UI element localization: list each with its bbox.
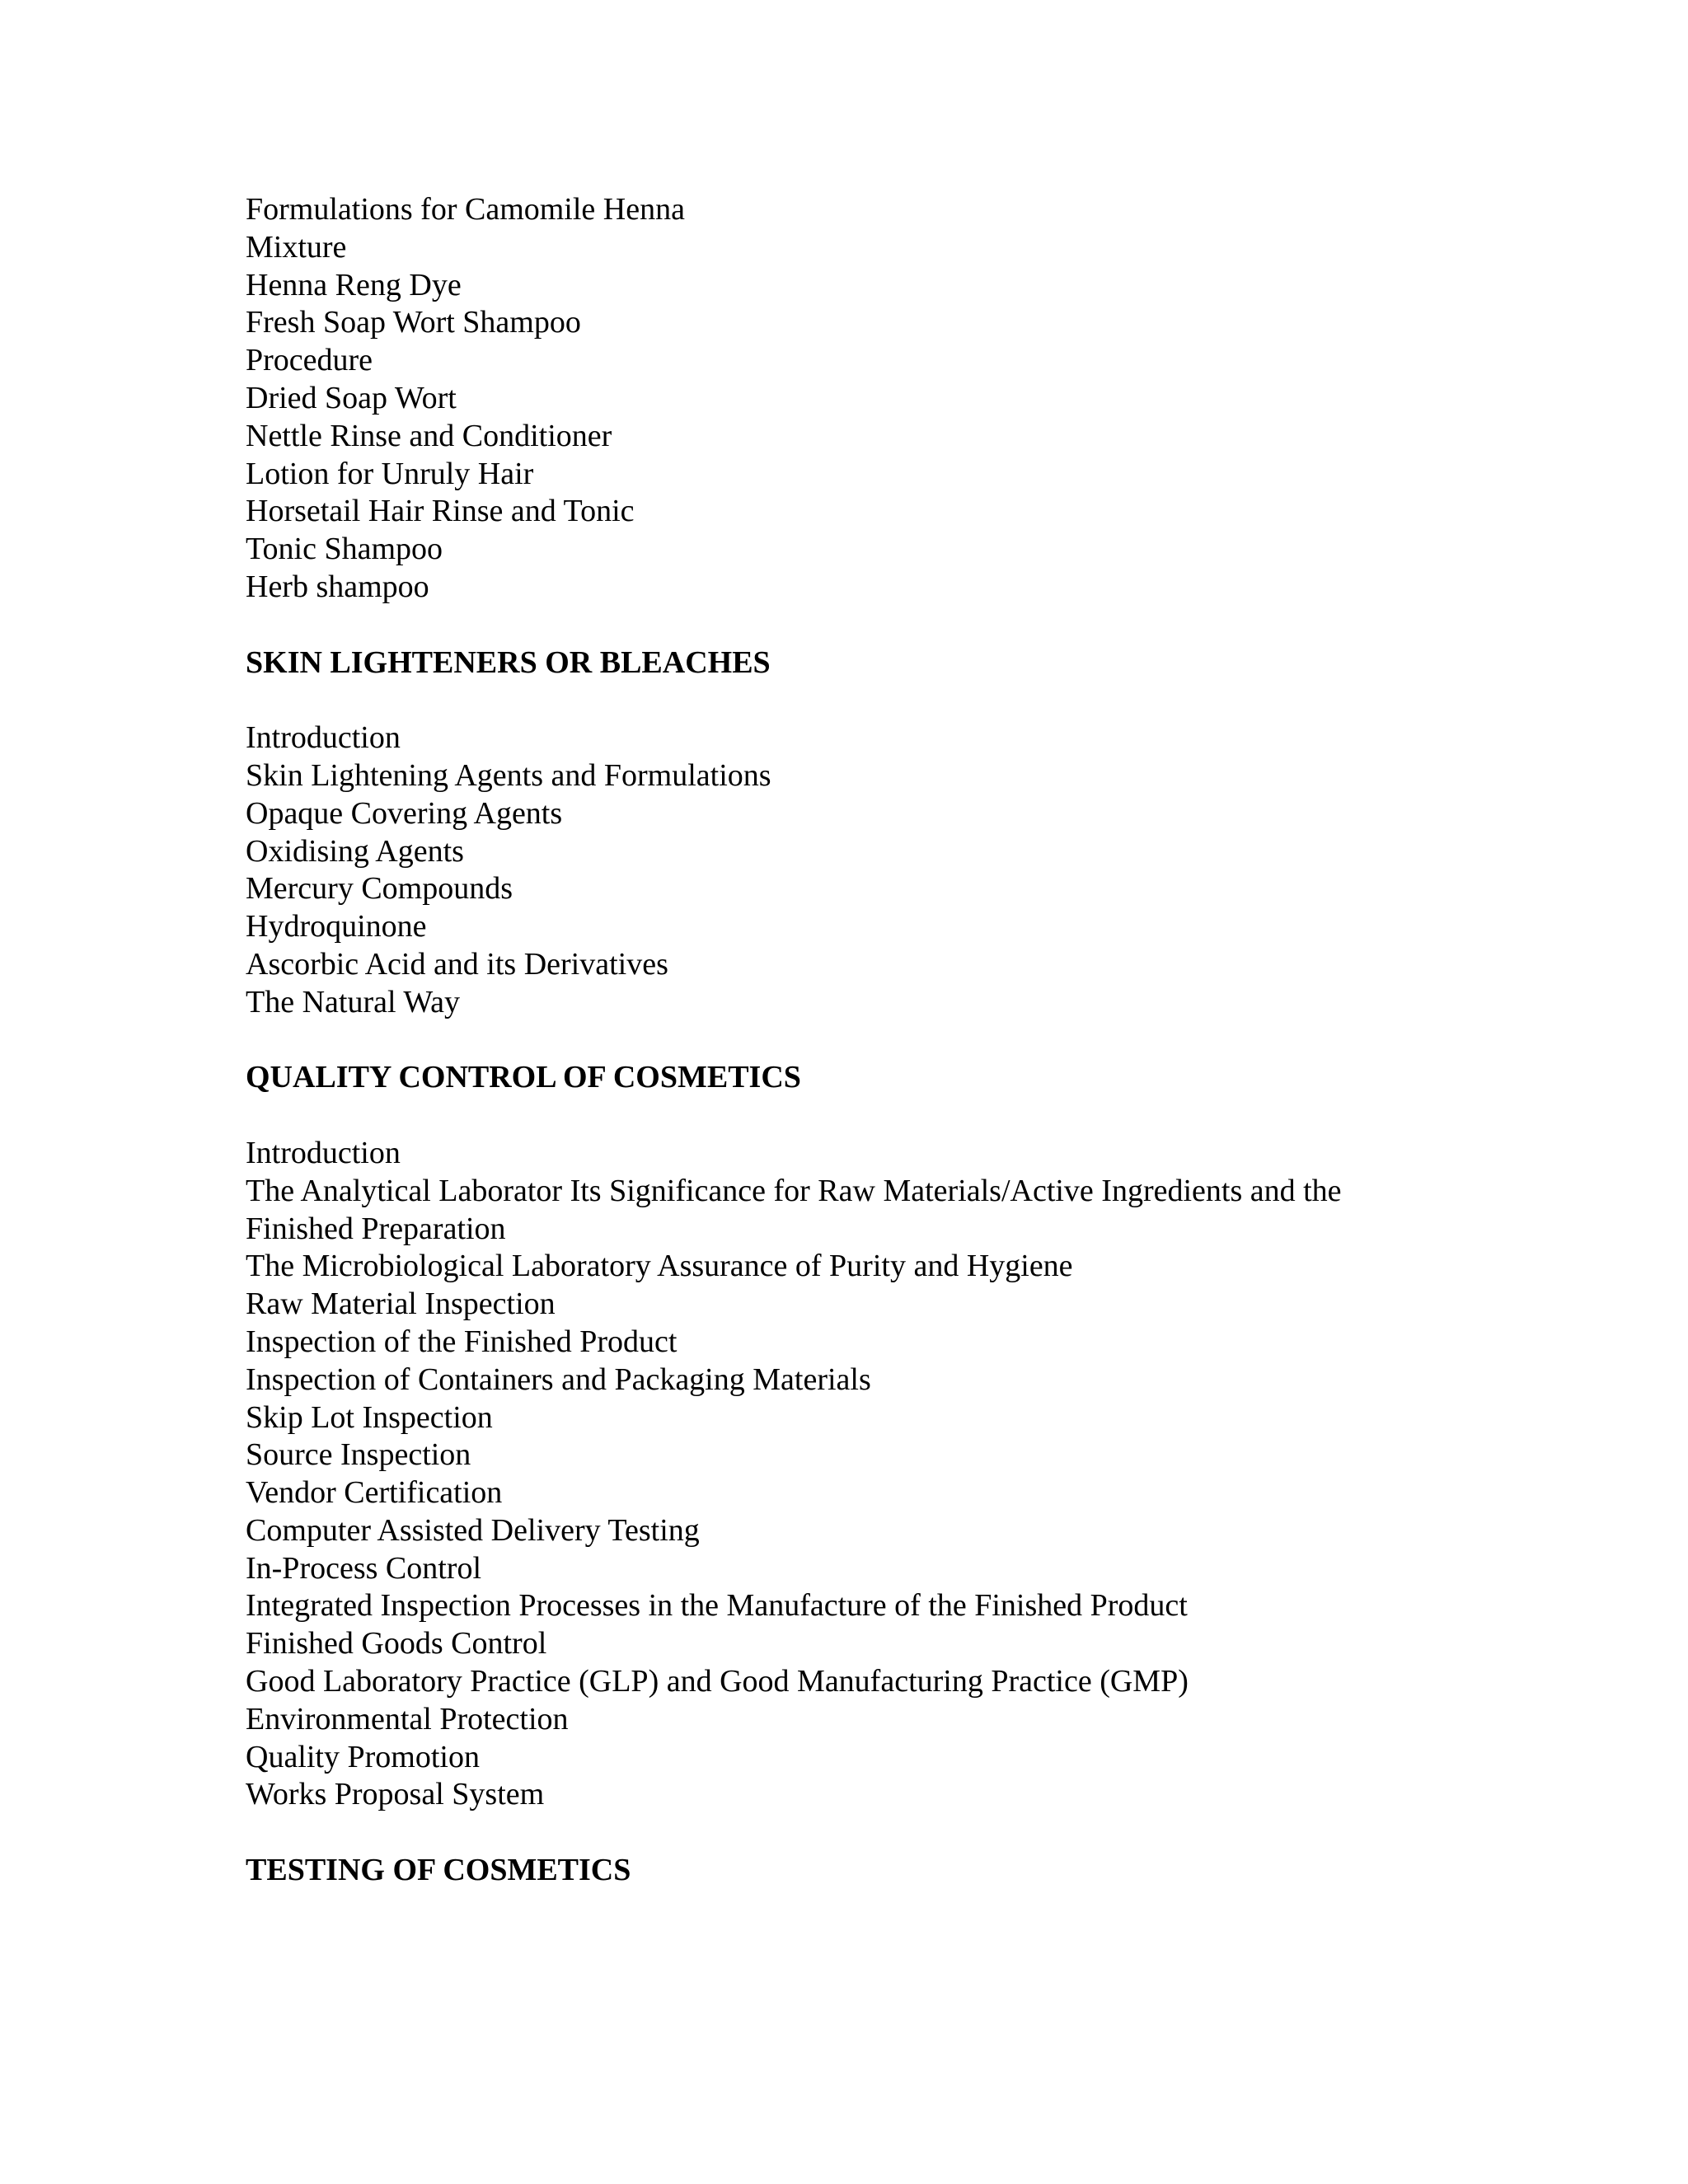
list-item: Opaque Covering Agents: [246, 795, 563, 831]
list-item: Oxidising Agents: [246, 833, 464, 869]
quality-control-list: [246, 1135, 1482, 1814]
list-item: Quality Promotion: [246, 1739, 480, 1774]
intro-list: [246, 191, 1482, 607]
list-item: Dried Soap Wort: [246, 380, 457, 415]
list-item: Introduction: [246, 720, 401, 756]
list-item: The Natural Way: [246, 984, 461, 1019]
list-item: Works Proposal System: [246, 1777, 545, 1812]
list-item: Finished Goods Control: [246, 1626, 547, 1661]
section-heading-skin-lighteners: SKIN LIGHTENERS OR BLEACHES: [246, 644, 771, 680]
list-item: Source Inspection: [246, 1437, 471, 1473]
list-item: Tonic Shampoo: [246, 532, 443, 567]
list-item: Hydroquinone: [246, 909, 427, 944]
list-item: Introduction: [246, 1135, 401, 1170]
skin-lighteners-list: [246, 719, 1482, 1021]
list-item: Henna Reng Dye: [246, 267, 462, 302]
list-item: The Analytical Laborator Its Significance for Raw Materials/Active Ingredients and the: [246, 1173, 1342, 1208]
list-item: Vendor Certification: [246, 1475, 503, 1511]
list-item: Integrated Inspection Processes in the Manufacture of the Finished Product: [246, 1588, 1188, 1624]
list-item: Herb shampoo: [246, 569, 429, 604]
list-item: Skin Lightening Agents and Formulations: [246, 757, 771, 793]
list-item: The Microbiological Laboratory Assurance of Purity and Hygiene: [246, 1249, 1073, 1284]
list-item: Fresh Soap Wort Shampoo: [246, 305, 581, 340]
list-item: Procedure: [246, 343, 373, 378]
document-page: [246, 191, 1482, 1890]
list-item: Computer Assisted Delivery Testing: [246, 1512, 700, 1548]
list-item: Horsetail Hair Rinse and Tonic: [246, 494, 635, 529]
list-item: In-Process Control: [246, 1550, 482, 1586]
section-heading-testing-of-cosmetics: TESTING OF COSMETICS: [246, 1853, 631, 1888]
section-heading-quality-control: QUALITY CONTROL OF COSMETICS: [246, 1060, 801, 1095]
list-item: Inspection of Containers and Packaging Materials: [246, 1361, 871, 1397]
list-item: Finished Preparation: [246, 1211, 506, 1246]
list-item: Lotion for Unruly Hair: [246, 456, 534, 491]
list-item: Formulations for Camomile Henna: [246, 192, 685, 227]
list-item: Environmental Protection: [246, 1701, 569, 1736]
list-item: Ascorbic Acid and its Derivatives: [246, 946, 668, 982]
list-item: Nettle Rinse and Conditioner: [246, 418, 612, 453]
list-item: Mercury Compounds: [246, 871, 513, 907]
list-item: Inspection of the Finished Product: [246, 1324, 678, 1359]
list-item: Raw Material Inspection: [246, 1286, 556, 1322]
list-item: Skip Lot Inspection: [246, 1399, 493, 1435]
list-item: Mixture: [246, 229, 347, 265]
list-item: Good Laboratory Practice (GLP) and Good Manufacturing Practice (GMP): [246, 1664, 1189, 1699]
